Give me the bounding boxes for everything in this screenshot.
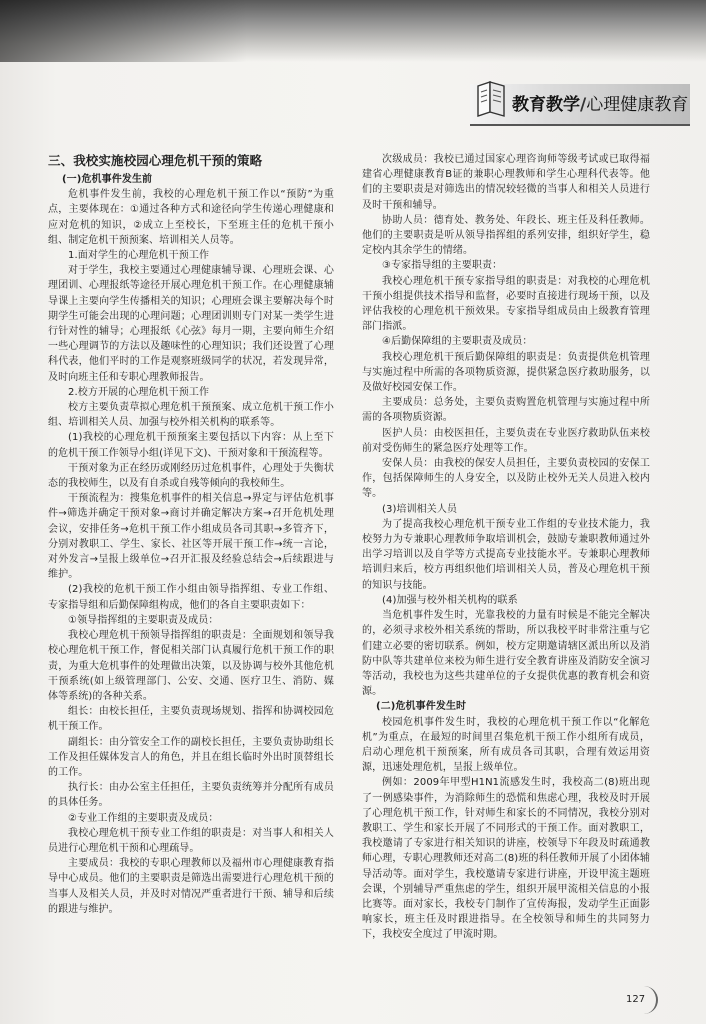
paragraph: 校方主要负责草拟心理危机干预预案、成立危机干预工作小组、培训相关人员、加强与校外相关机构的联系等。 (48, 402, 334, 429)
subsection-heading: (二)危机事件发生时 (376, 701, 467, 713)
paragraph: 医护人员：由校医担任，主要负责在专业医疗救助队伍来校前对受伤师生的紧急医疗处理等工作。 (362, 427, 650, 454)
subsection-heading: (一)危机事件发生前 (62, 174, 153, 185)
paragraph: 主要成员：我校的专职心理教师以及福州市心理健康教育指导中心成员。他们的主要职责是筛选出需要进行心理危机干预的当事人及相关人员，并及时对情况严重者进行干预、辅导和后续的跟进与维护。 (48, 858, 334, 915)
page-number: 127 (626, 994, 646, 1005)
left-text-column (48, 152, 334, 917)
section-title-main: 教育教学 (512, 95, 580, 115)
paragraph: 我校心理危机干预领导指挥组的职责是：全面规划和领导我校心理危机干预工作，督促相关部门认真履行危机干预工作的职责，为重大危机事件的处理做出决策，以及协调与校外其他危机干预系统(如上级管理部门、公安、交通、医疗卫生、消防、媒体等系统)的各种关系。 (48, 630, 334, 702)
paragraph: (2)我校的危机干预工作小组由领导指挥组、专业工作组、专家指导组和后勤保障组构成，他们的各自主要职责如下： (48, 584, 334, 611)
section-title-sub: 心理健康教育 (586, 95, 689, 115)
paragraph: ③专家指导组的主要职责： (382, 260, 503, 272)
paragraph: ②专业工作组的主要职责及成员： (68, 812, 219, 824)
paragraph: 干预对象为正在经历或刚经历过危机事件，心理处于失衡状态的我校师生，以及有自杀或自残等倾向的我校师生。 (48, 462, 334, 490)
paragraph: (1)我校的心理危机干预预案主要包括以下内容：从上至下的危机干预工作领导小组(详见下文)、干预对象和干预流程等。 (48, 432, 334, 459)
paragraph: 为了提高我校心理危机干预专业工作组的专业技术能力，我校努力为专兼职心理教师争取培训机会，鼓励专兼职教师通过外出学习培训以及自学等方式提高专业技能水平。专兼职心理教师培训归来后，校方再组织他们培训相关人员，普及心理危机干预的知识与技能。 (362, 518, 650, 591)
paragraph: 1.面对学生的心理危机干预工作 (68, 250, 210, 262)
section-title (512, 93, 688, 117)
paragraph: 2.校方开展的心理危机干预工作 (68, 386, 210, 398)
paragraph: 校园危机事件发生时，我校的心理危机干预工作以“化解危机”为重点，在最短的时间里召集危机干预工作小组所有成员，启动心理危机干预预案，所有成员各司其职，合理有效运用资源，迅速处理危机，呈报上级单位。 (362, 716, 650, 774)
paragraph: 次级成员：我校已通过国家心理咨询师等级考试或已取得福建省心理健康教育B证的兼职心理教师和学生心理科代表等。他们的主要职责是对筛选出的情况较轻微的当事人和相关人员进行及时干预和辅导。 (362, 154, 650, 211)
section-heading: 三、我校实施校园心理危机干预的策略 (48, 153, 263, 168)
paragraph: 干预流程为：搜集危机事件的相关信息→界定与评估危机事件→筛选并确定干预对象→商讨并确定解决方案→召开危机处理会议，安排任务→危机干预工作小组成员各司其职→多管齐下，分别对教职工、学生、家长、社区等开展干预工作→统一言论，对外发言→呈报上级单位→召开汇报及经验总结会→后续跟进与维护。 (48, 493, 334, 581)
right-text-column (362, 152, 650, 943)
paragraph: 执行长：由办公室主任担任，主要负责统筹并分配所有成员的具体任务。 (48, 782, 334, 809)
paragraph: 对于学生，我校主要通过心理健康辅导课、心理班会课、心理团训、心理报纸等途径开展心理危机干预工作。在心理健康辅导课上主要向学生传播相关的知识；心理班会课主要解决每个时期学生可能会出现的心理问题；心理团训则专门对某一类学生进行针对性的辅导；心理报纸《心弦》每月一期，主要向师生介绍一些心理调节的方法以及趣味性的心理知识；我们还设置了心理科代表，他们平时的工作是观察班级同学的状况，若发现异常，及时向班主任和专职心理教师报告。 (48, 265, 334, 383)
paragraph: 例如：2009年甲型H1N1流感发生时，我校高二(8)班出现了一例感染事件，为消除师生的恐慌和焦虑心理，我校及时开展了心理危机干预工作，针对师生和家长的不同情况，我校分别对教职工、学生和家长开展了不同形式的干预工作。面对教职工，我校邀请了专家进行相关知识的讲座，校领导下年段及时疏通教师心理，专职心理教师还对高二(8)班的科任教师开展了小团体辅导活动等。面对学生，我校邀请专家进行讲座，开设甲流主题班会课，个别辅导严重焦虑的学生，组织开展甲流相关信息的小报比赛等。面对家长，我校专门制作了宣传海报，发动学生正面影响家长，班主任及时跟进指导。在全校领导和师生的共同努力下，我校安全度过了甲流时期。 (362, 777, 650, 941)
paragraph: 我校心理危机干预专业工作组的职责是：对当事人和相关人员进行心理危机干预和心理疏导。 (48, 827, 334, 854)
paragraph: 组长：由校长担任，主要负责现场规划、指挥和协调校园危机干预工作。 (48, 706, 334, 733)
paragraph: ①领导指挥组的主要职责及成员： (68, 614, 219, 626)
paragraph: ④后勤保障组的主要职责及成员： (382, 336, 533, 348)
scan-shadow (0, 0, 706, 62)
paragraph: 我校心理危机干预专家指导组的职责是：对我校的心理危机干预小组提供技术指导和监督，必要时直接进行现场干预，以及评估我校的心理危机干预效果。专家指导组成员由上级教育管理部门指派。 (362, 275, 650, 333)
paragraph: 主要成员：总务处，主要负责购置危机管理与实施过程中所需的各项物质资源。 (362, 397, 650, 424)
paragraph: 安保人员：由我校的保安人员担任，主要负责校园的安保工作，包括保障师生的人身安全，以及防止校外无关人员进入校内等。 (362, 458, 650, 500)
paragraph: (3)培训相关人员 (382, 503, 458, 515)
paragraph: 当危机事件发生时，光靠我校的力量有时候是不能完全解决的，必须寻求校外相关系统的帮助，所以我校平时非常注重与它们建立必要的密切联系。例如，校方定期邀请辖区派出所以及消防中队等共建单位来校为师生进行安全教育讲座及消防安全演习等活动，我校也为这些共建单位的子女提供优惠的教育机会和资源。 (362, 610, 650, 698)
paragraph: 副组长：由分管安全工作的副校长担任，主要负责协助组长工作及担任媒体发言人的角色，并且在组长临时外出时顶替组长的工作。 (48, 736, 334, 778)
paragraph: 危机事件发生前，我校的心理危机干预工作以“预防”为重点，主要体现在：①通过各种方式和途径向学生传递心理健康和应对危机的知识，②成立上至校长，下至班主任的危机干预小组、制定危机干预预案、培训相关人员等。 (48, 189, 334, 246)
paragraph: (4)加强与校外相关机构的联系 (382, 594, 518, 606)
paragraph: 我校心理危机干预后勤保障组的职责是：负责提供危机管理与实施过程中所需的各项物质资源，提供紧急医疗救助服务，以及做好校园安保工作。 (362, 351, 650, 394)
section-title-separator: / (580, 95, 587, 115)
page-curl-mark (640, 986, 658, 1014)
book-icon (474, 78, 508, 118)
paragraph: 协助人员：德育处、教务处、年段长、班主任及科任教师。他们的主要职责是听从领导指挥组的系列安排，组织好学生，稳定校内其余学生的情绪。 (362, 214, 650, 257)
